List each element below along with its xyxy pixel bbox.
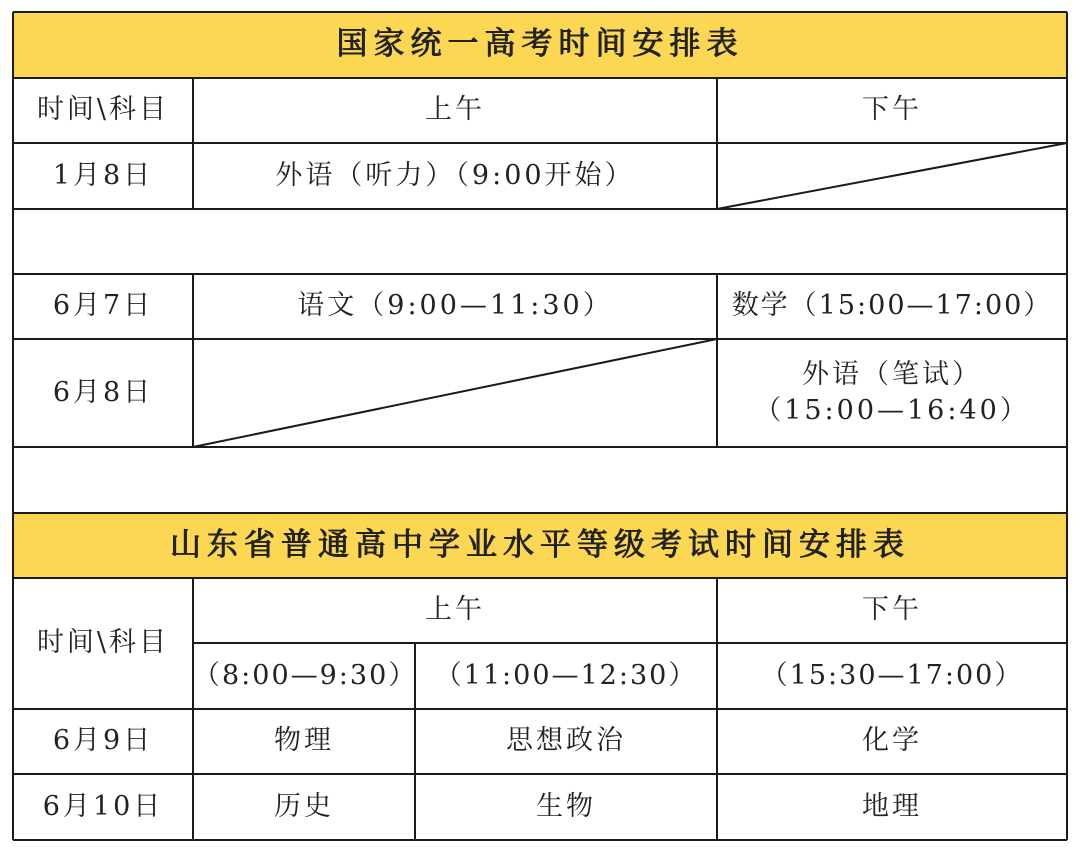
table2-pm-header: 下午: [862, 594, 922, 626]
table2-subject: 化学: [862, 725, 922, 757]
table1-pm-header: 下午: [862, 94, 922, 126]
table2-slot: （8:00—9:30）: [193, 659, 418, 691]
table1-corner-header: 时间\科目: [36, 94, 170, 126]
table2-subject: 历史: [274, 790, 334, 822]
table-gap-row: [13, 447, 1067, 513]
table1-spacer-row: [13, 209, 1067, 274]
table2-subject: 地理: [862, 790, 922, 822]
table2-row-date: 6月9日: [52, 725, 154, 757]
table1-row-pm: 数学（15:00—17:00）: [731, 290, 1053, 322]
table2-slot: （11:00—12:30）: [434, 659, 698, 691]
table1-row-date: 1月8日: [52, 159, 154, 191]
table2-corner-header: 时间\科目: [36, 627, 170, 659]
table1-title: 国家统一高考时间安排表: [13, 12, 1067, 78]
pm-subject: 外语（笔试）: [802, 358, 982, 390]
table2-subject: 物理: [274, 725, 334, 757]
table1-am-header: 上午: [425, 94, 485, 126]
table2-subject: 生物: [536, 790, 596, 822]
table2-subject: 思想政治: [506, 725, 626, 757]
table1-row-am: 语文（9:00—11:30）: [297, 290, 613, 322]
table1-row-pm-empty: [717, 143, 1067, 209]
table1-row-am-empty: [193, 339, 717, 447]
table1-row-date: 6月7日: [52, 290, 154, 322]
table1-row-pm: [717, 339, 1067, 447]
table1-row-date: 6月8日: [52, 376, 154, 408]
table2-am-header: 上午: [425, 594, 485, 626]
table2-row-date: 6月10日: [42, 790, 164, 822]
table1-row-am: 外语（听力）（9:00开始）: [275, 159, 635, 191]
table2-title: 山东省普通高中学业水平等级考试时间安排表: [13, 513, 1067, 578]
pm-time: （15:00—16:40）: [754, 395, 1030, 426]
exam-schedule-sheet: [13, 12, 1067, 848]
table2-slot: （15:30—17:00）: [760, 659, 1024, 691]
